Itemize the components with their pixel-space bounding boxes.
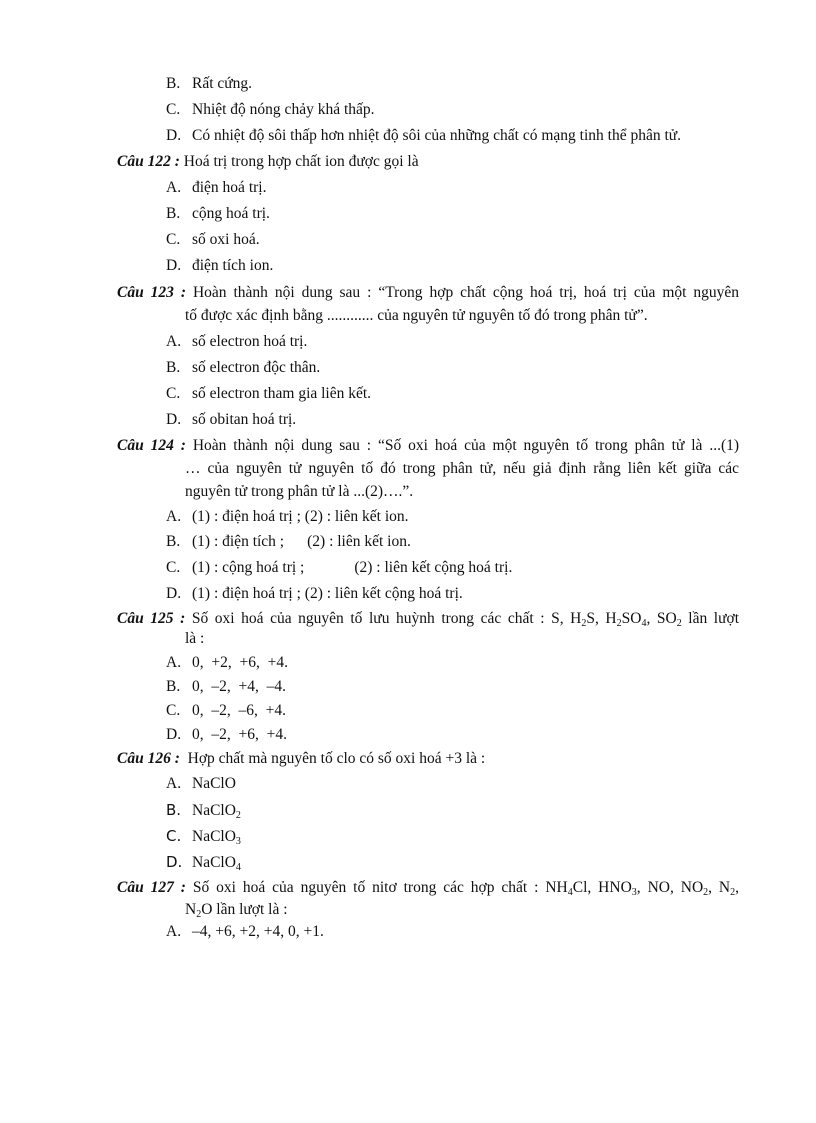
q127-stem-line2: $N_2O$ lần lượt là :: [185, 901, 288, 920]
q127-option-a: A. –4, +6, +2, +4, 0, +1.: [166, 923, 324, 940]
q126-option-d: D. NaClO$_4$: [166, 853, 241, 873]
q122-option-d: D. điện tích ion.: [166, 257, 274, 274]
q125-option-c: C. 0, –2, –6, +4.: [166, 702, 286, 719]
q122-option-a: A. điện hoá trị.: [166, 179, 267, 196]
q121-option-b: B. Rất cứng.: [166, 75, 253, 92]
q126-stem: Câu 126 : Hợp chất mà nguyên tố clo có số oxi hoá +3 là :: [117, 750, 486, 767]
q124-stem-line1: Câu 124 : Hoàn thành nội dung sau : “Số oxi hoá của một nguyên tố trong phân tử là ...(1): [117, 437, 740, 454]
q126-option-c: C. NaClO$_3$: [166, 827, 241, 847]
q121-option-d: D. Có nhiệt độ sôi thấp hơn nhiệt độ sôi của những chất có mạng tinh thể phân tử.: [166, 127, 682, 144]
q124-stem-line3: nguyên tử trong phân tử là ...(2)….”.: [185, 483, 414, 500]
q124-option-b: B. (1) : điện tích ; (2) : liên kết ion.: [166, 533, 411, 550]
q123-stem-line1: Câu 123 : Hoàn thành nội dung sau : “Trong hợp chất cộng hoá trị, hoá trị của một nguyên: [117, 284, 739, 301]
q124-stem-line2: … của nguyên tử nguyên tố đó trong phân tử, nếu giả định rằng liên kết giữa các: [185, 460, 739, 477]
q125-option-a: A. 0, +2, +6, +4.: [166, 654, 288, 671]
q126-option-b: B. NaClO$_2$: [166, 801, 241, 821]
q123-option-a: A. số electron hoá trị.: [166, 333, 308, 350]
q124-option-d: D. (1) : điện hoá trị ; (2) : liên kết cộng hoá trị.: [166, 585, 463, 602]
q123-option-d: D. số obitan hoá trị.: [166, 411, 297, 428]
q121-option-c: C. Nhiệt độ nóng chảy khá thấp.: [166, 101, 375, 118]
q123-option-b: B. số electron độc thân.: [166, 359, 321, 376]
q124-option-a: A. (1) : điện hoá trị ; (2) : liên kết ion.: [166, 508, 409, 525]
q122-stem: Câu 122 : Hoá trị trong hợp chất ion được gọi là: [117, 153, 419, 170]
q123-stem-line2: tố được xác định bằng ............ của nguyên tử nguyên tố đó trong phân tử”.: [185, 307, 648, 324]
q125-option-d: D. 0, –2, +6, +4.: [166, 726, 287, 743]
q125-stem-line2: là :: [185, 630, 205, 647]
q124-option-c: C. (1) : cộng hoá trị ; (2) : liên kết cộng hoá trị.: [166, 559, 513, 576]
q125-stem-line1: Câu 125 : Số oxi hoá của nguyên tố lưu huỳnh trong các chất : S, $H_2S$, $H_2SO_4$, $SO_2$ lần lượt: [117, 610, 740, 629]
q127-stem-line1: Câu 127 : Số oxi hoá của nguyên tố nitơ trong các hợp chất : $NH_4Cl$, $HNO_3$, NO, $NO_2$, $N_2$,: [117, 879, 740, 898]
q125-option-b: B. 0, –2, +4, –4.: [166, 678, 286, 695]
q123-option-c: C. số electron tham gia liên kết.: [166, 385, 372, 402]
q122-option-b: B. cộng hoá trị.: [166, 205, 270, 222]
q122-option-c: C. số oxi hoá.: [166, 231, 260, 248]
q126-option-a: A. NaClO: [166, 775, 236, 792]
